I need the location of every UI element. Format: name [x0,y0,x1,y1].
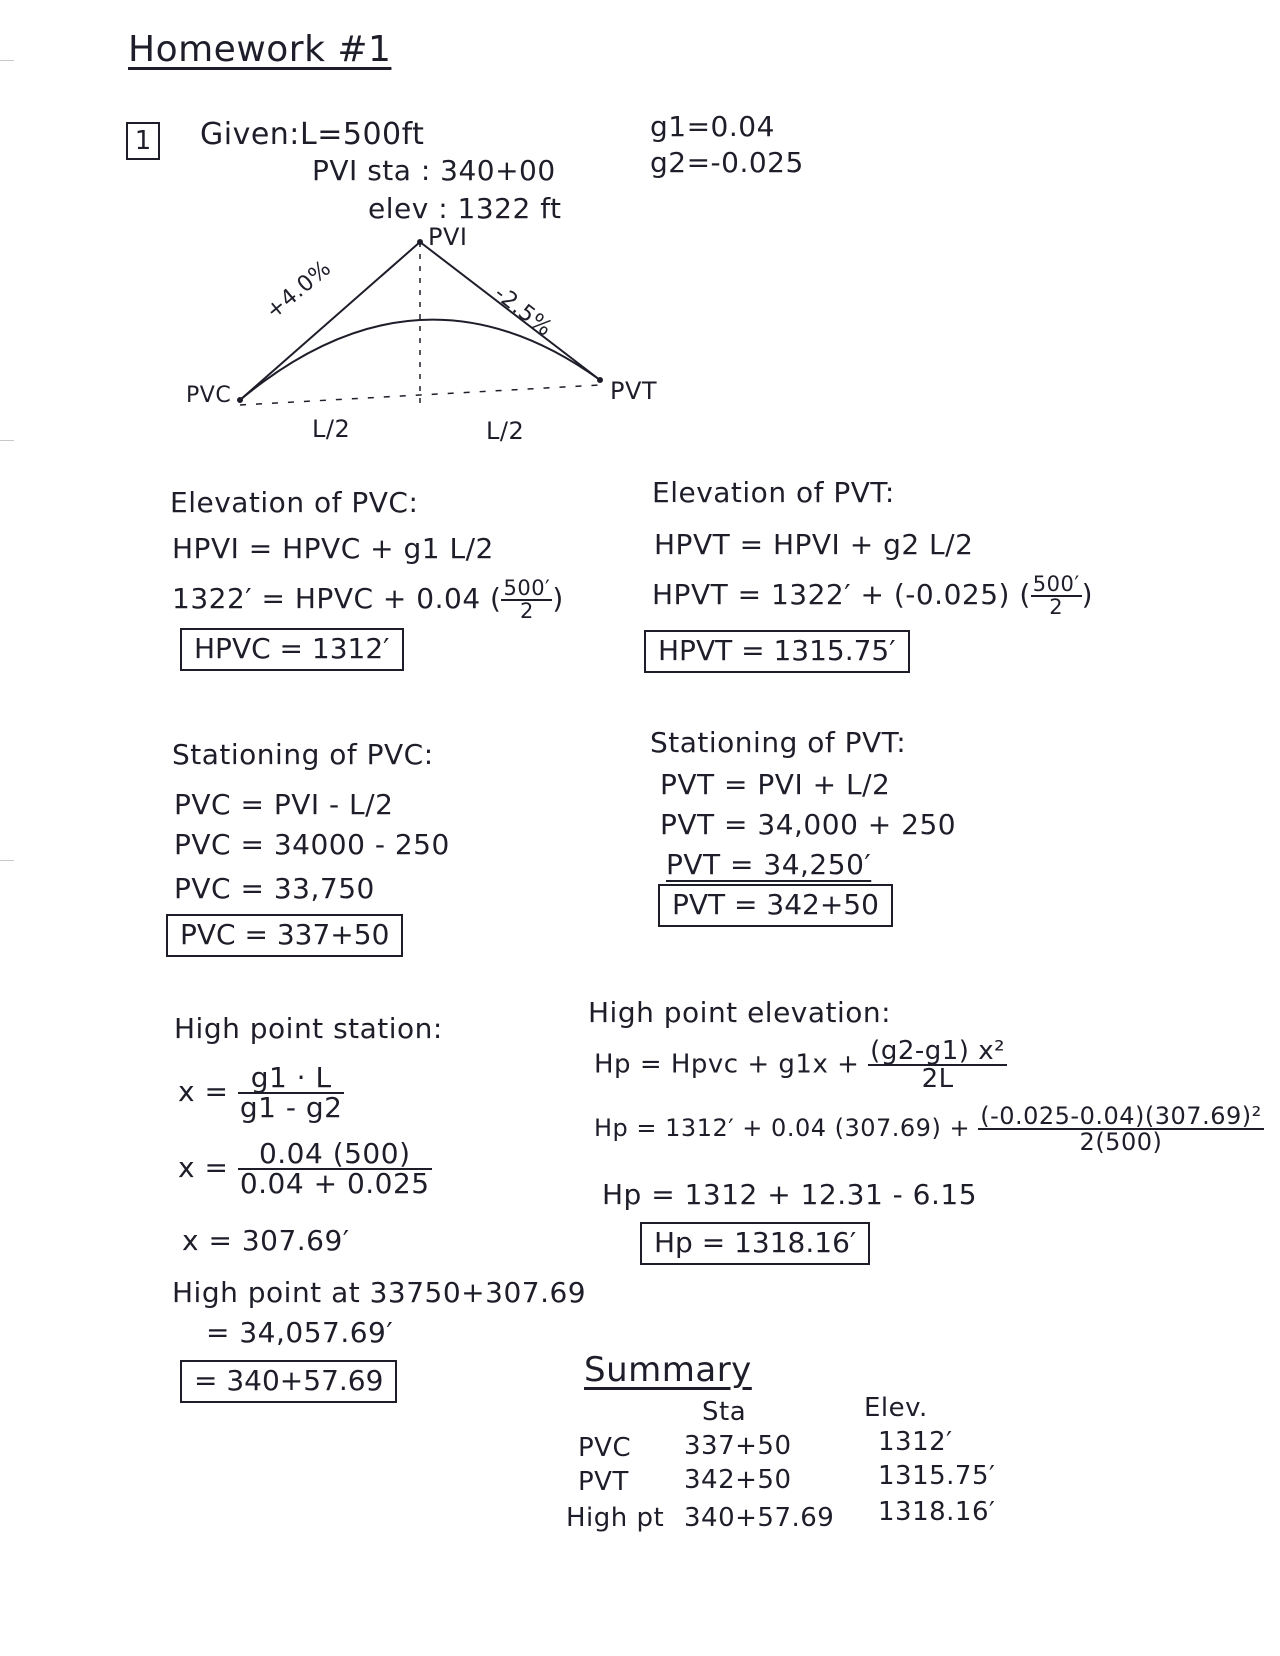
hp-station-formula-lhs: x = [178,1075,229,1108]
hp-elev-formula [594,1038,1007,1092]
frac-denominator: g1 - g2 [239,1091,343,1124]
half-length-left: L/2 [312,415,351,443]
frac-denominator: 2L [921,1064,954,1094]
hp-elev-substitution [594,1104,1264,1154]
scan-mark [0,60,14,61]
pvc-point [237,397,243,403]
hp-elev-sub-lhs: Hp = 1312′ + 0.04 (307.69) + [594,1114,971,1142]
summary-row-name: PVC [578,1433,632,1463]
hp-elev-simplified: Hp = 1312 + 12.31 - 6.15 [602,1178,978,1211]
sta-pvc-line2: PVC = 34000 - 250 [174,828,450,861]
summary-row-elev: 1312′ [878,1427,953,1457]
hp-station-result: = 340+57.69 [180,1360,397,1403]
summary-row-name: High pt [566,1503,665,1533]
given-length: L=500ft [300,117,425,152]
hp-station-at: High point at 33750+307.69 [172,1276,587,1309]
pvt-label: PVT [610,377,658,405]
hp-station-substitution [178,1137,432,1200]
frac-denominator: 2(500) [1079,1128,1163,1156]
scan-mark [0,440,14,441]
summary-row-sta: 337+50 [684,1431,792,1461]
given-elevation: elev : 1322 ft [368,192,562,225]
hp-elev-heading: High point elevation: [588,996,892,1029]
pvt-point [597,377,603,383]
hp-elev-sub-fraction [978,1104,1264,1154]
given-g2: g2=-0.025 [650,146,804,179]
hp-elev-formula-lhs: Hp = Hpvc + g1x + [594,1049,860,1080]
problem-number: 1 [126,122,160,160]
hp-station-fraction [238,1061,345,1124]
sta-pvt-line3: PVT = 34,250′ [666,848,872,881]
sta-pvt-result: PVT = 342+50 [658,884,893,927]
summary-row-sta: 340+57.69 [684,1503,835,1533]
half-length-right: L/2 [486,417,525,445]
summary-col-elev: Elev. [864,1393,928,1423]
sta-pvc-line3: PVC = 33,750 [174,872,375,905]
sta-pvc-line1: PVC = PVI - L/2 [174,788,394,821]
given-label: Given: [200,117,300,152]
summary-row-elev: 1315.75′ [878,1461,996,1491]
frac-denominator: 0.04 + 0.025 [239,1167,430,1200]
elev-pvc-eq1: HPVI = HPVC + g1 L/2 [172,532,494,565]
pvi-label: PVI [428,223,468,251]
summary-title: Summary [584,1350,752,1390]
hp-station-sub-fraction [238,1137,432,1200]
pvi-point [417,239,423,245]
summary-row-elev: 1318.16′ [878,1497,996,1527]
elev-pvt-heading: Elevation of PVT: [652,476,895,509]
hp-station-formula [178,1061,344,1124]
frac-numerator: (-0.025-0.04)(307.69)² [980,1102,1262,1130]
pvc-label: PVC [186,383,232,408]
frac-numerator: (g2-g1) x² [870,1036,1006,1066]
scan-mark [0,860,14,861]
given-g1: g1=0.04 [650,110,775,143]
summary-col-sta: Sta [702,1397,747,1427]
frac-numerator: 0.04 (500) [238,1140,432,1170]
elev-pvt-eq2-text: HPVT = 1322′ + (-0.025) [652,578,1010,611]
frac-numerator: g1 · L [238,1064,345,1094]
elev-pvc-eq2-text: 1322′ = HPVC + 0.04 [172,582,481,615]
sta-pvc-heading: Stationing of PVC: [172,738,434,771]
tangent-left [240,242,420,400]
hp-elev-fraction [868,1038,1007,1092]
summary-row-sta: 342+50 [684,1465,792,1495]
sta-pvt-heading: Stationing of PVT: [650,726,907,759]
sta-pvt-line2: PVT = 34,000 + 250 [660,808,957,841]
summary-row-name: PVT [578,1467,629,1497]
grade-left-label: +4.0% [261,255,337,325]
sta-pvt-line1: PVT = PVI + L/2 [660,768,891,801]
elev-pvt-eq1: HPVT = HPVI + g2 L/2 [654,528,974,561]
sta-pvc-result: PVC = 337+50 [166,914,403,957]
page-title: Homework #1 [128,29,392,70]
elev-pvt-result: HPVT = 1315.75′ [644,630,910,673]
elev-pvc-fraction [501,578,552,622]
frac-numerator: 500′ [1032,572,1080,596]
hp-station-heading: High point station: [174,1012,443,1045]
elev-pvc-heading: Elevation of PVC: [170,486,419,519]
hp-elev-result: Hp = 1318.16′ [640,1222,870,1265]
vertical-curve-diagram [180,230,680,460]
given-pvi-station: PVI sta : 340+00 [312,154,556,187]
frac-denominator: 2 [519,599,534,623]
hp-station-sub-lhs: x = [178,1151,229,1184]
elev-pvt-fraction [1031,574,1082,618]
grade-right-label: -2.5% [489,281,557,342]
frac-numerator: 500′ [503,576,551,600]
hp-station-x: x = 307.69′ [182,1224,350,1257]
frac-denominator: 2 [1049,595,1064,619]
elev-pvc-result: HPVC = 1312′ [180,628,404,671]
hp-station-at2: = 34,057.69′ [206,1316,394,1349]
elev-pvt-eq2: HPVT = 1322′ + (-0.025) ( $\frac{500'}{2}$ ) [652,572,1094,619]
elev-pvc-eq2: 1322′ = HPVC + 0.04 ( $\frac{500'}{2}$ ) [172,576,564,623]
